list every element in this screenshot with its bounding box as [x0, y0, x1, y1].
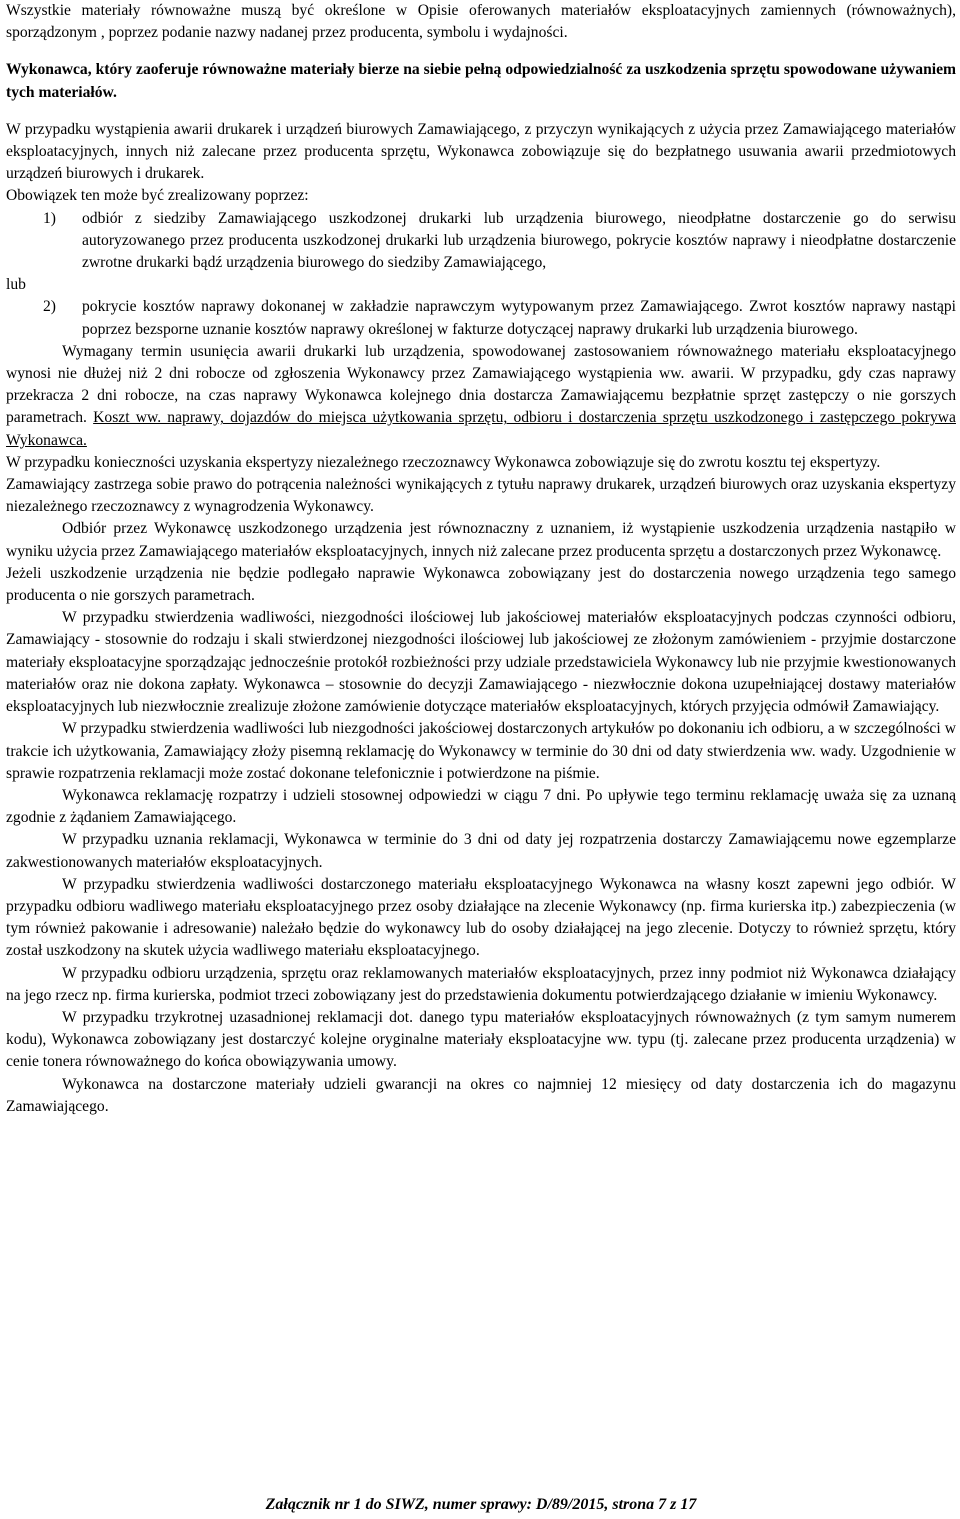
document-page	[6, 0, 956, 1513]
list-item-1	[6, 208, 956, 275]
paragraph-third-party: W przypadku odbioru urządzenia, sprzętu oraz reklamowanych materiałów eksploatacyjnych, przez inny podmiot niż Wykonawca działający na jego rzecz np. firma kurierska, podmiot trzeci zobowiązany jest do przedstawienia dokumentu potwierdzającego działanie w imieniu Wykonawcy.	[6, 964, 956, 1004]
repair-deadline-text: Wymagany termin usunięcia awarii drukarki lub urządzenia, spowodowanej zastosowaniem równoważnego materiału eksploatacyjnego wynosi nie dłużej niż 2 dni robocze od zgłoszenia Wykonawcy przez Zamawiającego wystąpienia ww. awarii. W przypadku, gdy czas naprawy przekracza 2 dni robocze, na czas naprawy Wykonawca kolejnego dnia dostarcza Zamawiającemu bezpłatnie sprzęt zastępczy o nie gorszych parametrach.	[6, 342, 956, 427]
paragraph-complaint: W przypadku stwierdzenia wadliwości lub niezgodności jakościowej dostarczonych artykułów po dokonaniu ich odbioru, a w szczególności w trakcie ich użytkowania, Zamawiający złoży pisemną reklamację do Wykonawcy w terminie do 30 dni od daty stwierdzenia ww. wady. Uzgodnienie w sprawie rozpatrzenia reklamacji może zostać dokonane telefonicznie i potwierdzone na piśmie.	[6, 720, 956, 782]
paragraph-failure-handling: W przypadku wystąpienia awarii drukarek i urządzeń biurowych Zamawiającego, z przyczyn wynikających z użycia przez Zamawiającego materiałów eksploatacyjnych, innych niż zalecane przez producenta sprzętu, Wykonawca zobowiązuje się do bezpłatnego usuwania awarii przedmiotowych urządzeń biurowych i drukarek.	[6, 120, 956, 183]
list-item-2	[6, 296, 956, 340]
list-item-text: odbiór z siedziby Zamawiającego uszkodzonej drukarki lub urządzenia biurowego, nieodpłatne dostarczenie go do serwisu autoryzowanego przez producenta uszkodzonej drukarki lub urządzenia biurowego, pokrycie kosztów naprawy i nieodpłatne dostarczenie zwrotne drukarki bądź urządzenia biurowego do siedziby Zamawiającego,	[82, 209, 956, 272]
paragraph-device-pickup: Odbiór przez Wykonawcę uszkodzonego urządzenia jest równoznaczny z uznaniem, iż wystąpienie uszkodzenia urządzenia nastąpiło w wyniku użycia przez Zamawiającego materiałów eksploatacyjnych, innych niż zalecane przez producenta sprzętu a dostarczonych przez Wykonawcę.	[6, 520, 956, 560]
list-number: 2)	[43, 298, 56, 316]
paragraph-repair-deadline	[6, 341, 956, 452]
list-number: 1)	[43, 209, 56, 227]
paragraph-contractor-responsibility: Wykonawca, który zaoferuje równoważne materiały bierze na siebie pełną odpowiedzialność za uszkodzenia sprzętu spowodowane używaniem tych materiałów.	[6, 61, 956, 101]
paragraph-equivalent-materials: Wszystkie materiały równoważne muszą być określone w Opisie oferowanych materiałów eksploatacyjnych zamiennych (równoważnych), sporządzonym , poprzez podanie nazwy nadanej przez producenta, symbolu i wydajności.	[6, 2, 956, 42]
paragraph-defective-pickup: W przypadku stwierdzenia wadliwości dostarczonego materiału eksploatacyjnego Wykonawca na własny koszt zapewni jego odbiór. W przypadku odbioru wadliwego materiału eksploatacyjnego przez osoby działające na zlecenie Wykonawcy (np. firma kurierska itp.) zabezpieczenia (w tym również pakowanie i adresowanie) należało będzie do wykonawcy lub do osoby działającej na jego zlecenie. Dotyczy to również sprzętu, który został uszkodzony na skutek użycia wadliwego materiału eksploatacyjnego.	[6, 875, 956, 960]
paragraph-complaint-response: Wykonawca reklamację rozpatrzy i udzieli stosownej odpowiedzi w ciągu 7 dni. Po upływie tego terminu reklamację uważa się za uznaną zgodnie z żądaniem Zamawiającego.	[6, 786, 956, 827]
paragraph-new-device: Jeżeli uszkodzenie urządzenia nie będzie podlegało naprawie Wykonawca zobowiązany jest do dostarczenia nowego urządzenia tego samego producenta o nie gorszych parametrach.	[6, 564, 956, 605]
paragraph-triple-complaint: W przypadku trzykrotnej uzasadnionej reklamacji dot. danego typu materiałów eksploatacyjnych równoważnych (z tym samym numerem kodu), Wykonawca zobowiązany jest dostarczyć kolejne oryginalne materiały eksploatacyjne ww. typu (tj. zalecane przez producenta urządzenia) w cenie tonera równoważnego do końca obowiązywania umowy.	[6, 1008, 956, 1071]
paragraph-or: lub	[6, 276, 26, 294]
paragraph-deduction: Zamawiający zastrzega sobie prawo do potrącenia należności wynikających z tytułu naprawy drukarek, urządzeń biurowych oraz uzyskania ekspertyzy niezależnego rzeczoznawcy z wynagrodzenia Wykonawcy.	[6, 476, 956, 516]
paragraph-complaint-accepted: W przypadku uznania reklamacji, Wykonawca w terminie do 3 dni od daty jej rozpatrzenia dostarczy Zamawiającemu nowe egzemplarze zakwestionowanych materiałów eksploatacyjnych.	[6, 831, 956, 871]
page-footer: Załącznik nr 1 do SIWZ, numer sprawy: D/89/2015, strona 7 z 17	[265, 1496, 697, 1513]
paragraph-expertise: W przypadku konieczności uzyskania ekspertyzy niezależnego rzeczoznawcy Wykonawca zobowiązuje się do zwrotu kosztu tej ekspertyzy.	[6, 453, 881, 471]
repair-costs-underlined: Koszt ww. naprawy, dojazdów do miejsca użytkowania sprzętu, odbioru i dostarczenia sprzętu uszkodzonego i zastępczego pokrywa Wykonawca.	[6, 409, 956, 449]
list-item-text: pokrycie kosztów naprawy dokonanej w zakładzie naprawczym wytypowanym przez Zamawiającego. Zwrot kosztów naprawy nastąpi poprzez bezsporne uznanie kosztów naprawy określonej w fakturze dotyczącej naprawy drukarki lub urządzenia biurowego.	[82, 298, 956, 338]
paragraph-obligation-intro: Obowiązek ten może być zrealizowany poprzez:	[6, 187, 309, 205]
paragraph-defects-on-receipt: W przypadku stwierdzenia wadliwości, niezgodności ilościowej lub jakościowej materiałów eksploatacyjnych podczas czynności odbioru, Zamawiający - stosownie do rodzaju i skali stwierdzonej niezgodności ilościowej lub jakościowej ze złożonym zamówieniem - przyjmie dostarczone materiały eksploatacyjne sporządzając jednocześnie protokół rozbieżności przy udziale przedstawiciela Wykonawcy lub nie przyjmie kwestionowanych materiałów oraz nie dokona zapłaty. Wykonawca – stosownie do decyzji Zamawiającego - niezwłocznie dokona uzupełniającej dostawy materiałów eksploatacyjnych lub niezwłocznie zrealizuje złożone zamówienie dotyczące materiałów eksploatacyjnych, których przyjęcia odmówił Zamawiający.	[6, 609, 956, 716]
paragraph-warranty: Wykonawca na dostarczone materiały udzieli gwarancji na okres co najmniej 12 miesięcy od daty dostarczenia ich do magazynu Zamawiającego.	[6, 1075, 956, 1115]
